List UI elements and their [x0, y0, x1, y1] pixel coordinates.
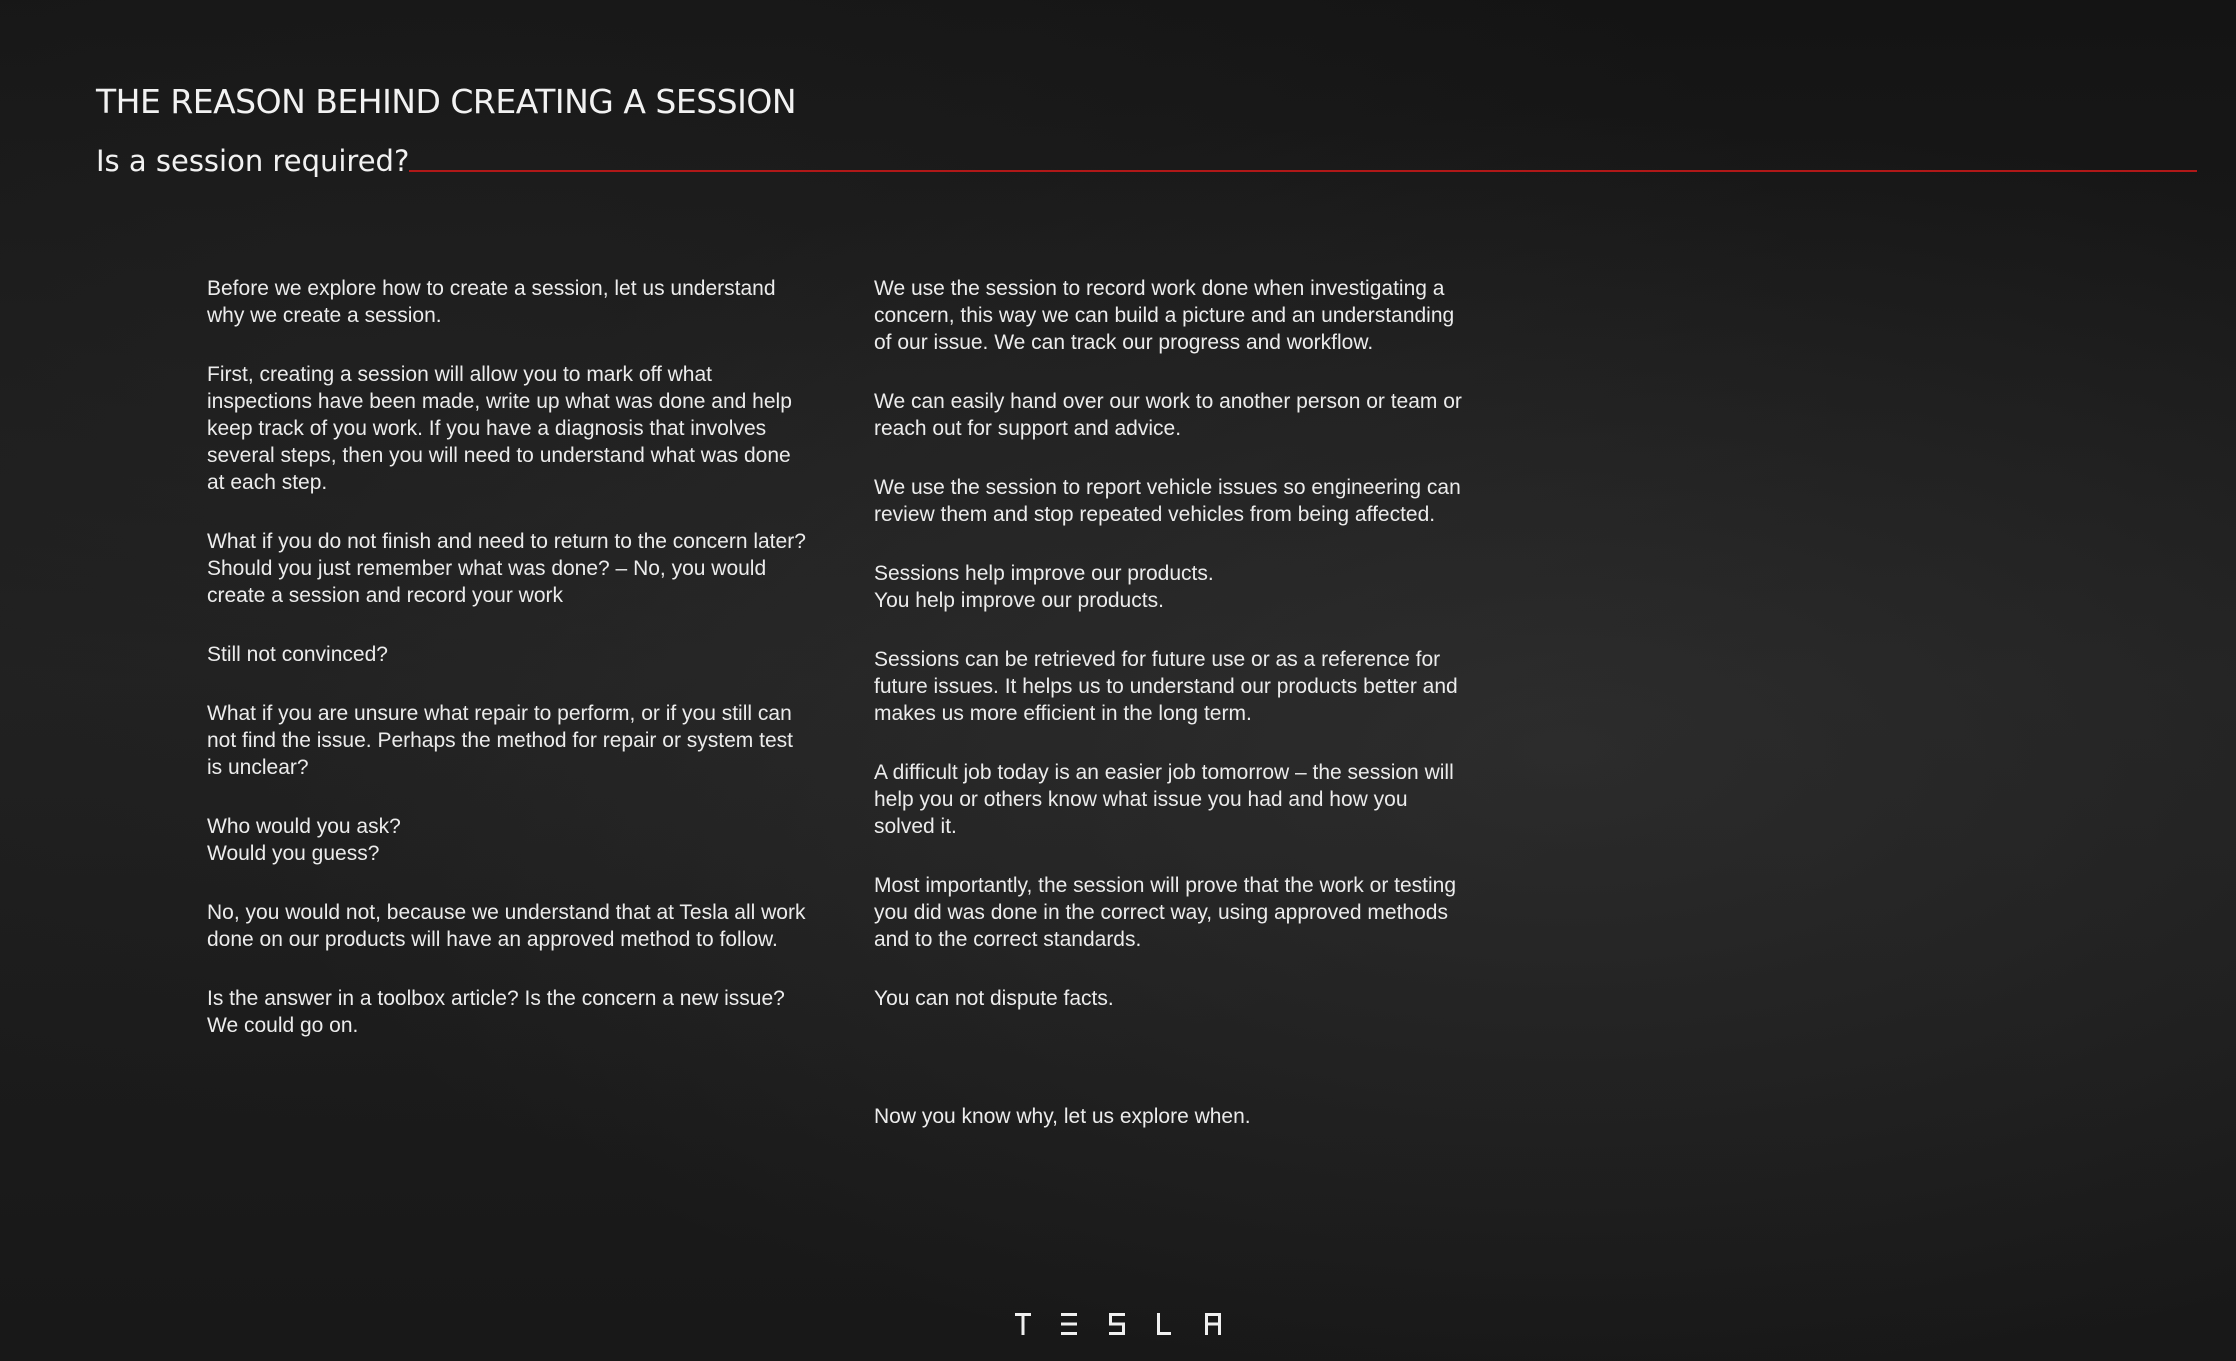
tesla-logo-icon [1015, 1313, 1221, 1335]
paragraph: Sessions help improve our products. You help improve our products. [874, 562, 1214, 612]
paragraph: You can not dispute facts. [874, 987, 1114, 1010]
left-text-column [207, 275, 807, 1071]
closing-paragraph: Now you know why, let us explore when. [874, 1105, 1251, 1128]
paragraph: We use the session to report vehicle issues so engineering can review them and stop repeated vehicles from being affected. [874, 476, 1461, 526]
title-divider [409, 170, 2197, 172]
paragraph: Is the answer in a toolbox article? Is the concern a new issue? We could go on. [207, 987, 785, 1037]
page-title: THE REASON BEHIND CREATING A SESSION [96, 82, 797, 121]
paragraph: A difficult job today is an easier job tomorrow – the session will help you or others know what issue you had and how you solved it. [874, 761, 1454, 838]
paragraph: We can easily hand over our work to another person or team or reach out for support and advice. [874, 390, 1462, 440]
paragraph: We use the session to record work done when investigating a concern, this way we can build a picture and an understanding of our issue. We can track our progress and workflow. [874, 277, 1455, 354]
right-text-column [874, 275, 1474, 1162]
paragraph: Most importantly, the session will prove that the work or testing you did was done in the correct way, using approved methods and to the correct standards. [874, 874, 1457, 951]
paragraph: What if you are unsure what repair to perform, or if you still can not find the issue. Perhaps the method for repair or system test is unclear? [207, 702, 793, 779]
paragraph: Who would you ask? Would you guess? [207, 815, 401, 865]
paragraph: Sessions can be retrieved for future use or as a reference for future issues. It helps us to understand our products better and makes us more efficient in the long term. [874, 648, 1458, 725]
paragraph: No, you would not, because we understand that at Tesla all work done on our products will have an approved method to follow. [207, 901, 806, 951]
page-subtitle: Is a session required? [96, 144, 410, 178]
paragraph: Before we explore how to create a session, let us understand why we create a session. [207, 277, 776, 327]
paragraph: What if you do not finish and need to return to the concern later? Should you just remember what was done? – No, you would create a session and record your work [207, 530, 806, 607]
paragraph: First, creating a session will allow you to mark off what inspections have been made, write up what was done and help keep track of you work. If you have a diagnosis that involves several steps, then you will need to understand what was done at each step. [207, 363, 792, 494]
paragraph: Still not convinced? [207, 643, 388, 666]
